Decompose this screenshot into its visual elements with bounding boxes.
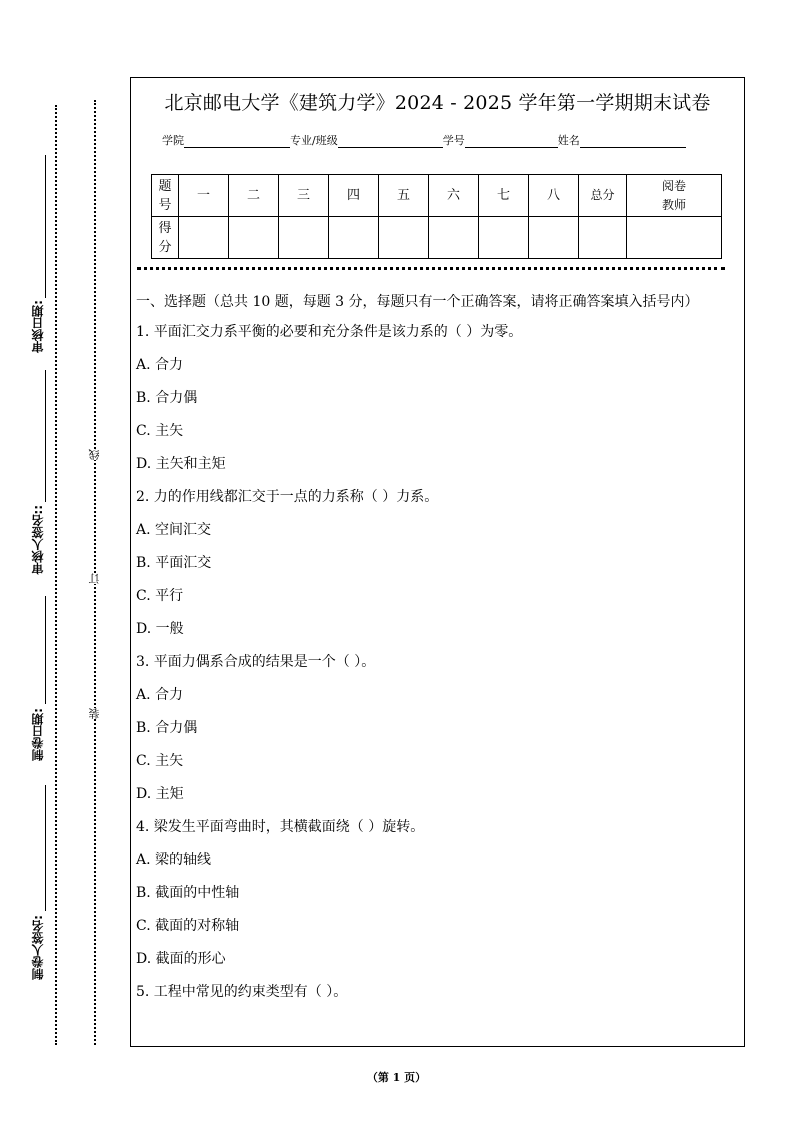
reviewer-head: 阅卷 教师	[627, 175, 722, 217]
q4-option-c: C. 截面的对称轴	[136, 918, 240, 934]
q3-option-b: B. 合力偶	[136, 720, 198, 736]
question-4: 4. 梁发生平面弯曲时，其横截面绕（ ）旋转。	[136, 819, 425, 835]
dotted-separator	[137, 267, 725, 270]
page-number: （第 1 页）	[366, 1071, 427, 1084]
score-col-3: 三	[279, 175, 329, 217]
score-table-score-row	[152, 217, 722, 259]
score-col-4: 四	[329, 175, 379, 217]
q2-option-c: C. 平行	[136, 588, 184, 604]
score-cell-total[interactable]	[579, 217, 627, 259]
score-table-header-row	[152, 175, 722, 217]
q3-option-c: C. 主矢	[136, 753, 184, 769]
question-number-head: 题 号	[152, 175, 179, 217]
paper-date-label: 制卷日期:	[31, 708, 45, 761]
question-content	[136, 291, 736, 1015]
q2-option-a: A. 空间汇交	[136, 522, 212, 538]
outer-dotted-line	[55, 105, 57, 1045]
reviewer-signature-line	[45, 370, 46, 502]
review-date-label: 审核日期:	[31, 300, 45, 353]
q2-option-d: D. 一般	[136, 621, 184, 637]
section-heading: 一、选择题（总共 10 题，每题 3 分，每题只有一个正确答案，请将正确答案填入括号内）	[136, 294, 699, 310]
student-info-row	[162, 132, 686, 148]
q4-option-b: B. 截面的中性轴	[136, 885, 240, 901]
score-col-total: 总分	[579, 175, 627, 217]
q1-option-a: A. 合力	[136, 357, 184, 373]
score-col-7: 七	[479, 175, 529, 217]
student-id-field[interactable]	[465, 135, 558, 148]
score-cell[interactable]	[379, 217, 429, 259]
exam-frame	[130, 77, 745, 1047]
score-cell[interactable]	[329, 217, 379, 259]
college-field[interactable]	[184, 135, 290, 148]
q1-option-c: C. 主矢	[136, 423, 184, 439]
major-class-field[interactable]	[338, 135, 443, 148]
exam-title: 北京邮电大学《建筑力学》2024 - 2025 学年第一学期期末试卷	[164, 92, 711, 114]
score-cell[interactable]	[179, 217, 229, 259]
score-table	[151, 174, 722, 259]
binding-char-zhuang: 装	[88, 708, 101, 719]
score-col-6: 六	[429, 175, 479, 217]
q4-option-a: A. 梁的轴线	[136, 852, 212, 868]
paper-maker-signature-label: 制卷人签名:	[31, 915, 45, 980]
score-col-5: 五	[379, 175, 429, 217]
reviewer-cell[interactable]	[627, 217, 722, 259]
score-row-head: 得 分	[152, 217, 179, 259]
score-col-2: 二	[229, 175, 279, 217]
paper-maker-signature-line	[45, 785, 46, 911]
student-id-label: 学号	[442, 134, 465, 147]
reviewer-signature-label: 审核人签名::	[31, 505, 45, 575]
major-class-label: 专业/班级	[290, 134, 338, 147]
question-3: 3. 平面力偶系合成的结果是一个（ ）。	[136, 654, 376, 670]
score-cell[interactable]	[229, 217, 279, 259]
name-label: 姓名	[557, 134, 580, 147]
q4-option-d: D. 截面的形心	[136, 951, 226, 967]
question-5: 5. 工程中常见的约束类型有（ ）。	[136, 984, 348, 1000]
q1-option-d: D. 主矢和主矩	[136, 456, 226, 472]
q3-option-a: A. 合力	[136, 687, 184, 703]
binding-char-ding: 订	[88, 573, 101, 584]
college-label: 学院	[162, 134, 184, 147]
review-date-line	[45, 155, 46, 298]
name-field[interactable]	[580, 135, 686, 148]
score-col-1: 一	[179, 175, 229, 217]
score-col-8: 八	[529, 175, 579, 217]
binding-char-xian: 线	[88, 449, 101, 460]
score-cell[interactable]	[279, 217, 329, 259]
question-2: 2. 力的作用线都汇交于一点的力系称（ ）力系。	[136, 489, 439, 505]
score-cell[interactable]	[529, 217, 579, 259]
q1-option-b: B. 合力偶	[136, 390, 198, 406]
score-cell[interactable]	[479, 217, 529, 259]
question-1: 1. 平面汇交力系平衡的必要和充分条件是该力系的（ ）为零。	[136, 324, 523, 340]
paper-date-line	[45, 596, 46, 704]
score-cell[interactable]	[429, 217, 479, 259]
q2-option-b: B. 平面汇交	[136, 555, 212, 571]
q3-option-d: D. 主矩	[136, 786, 184, 802]
